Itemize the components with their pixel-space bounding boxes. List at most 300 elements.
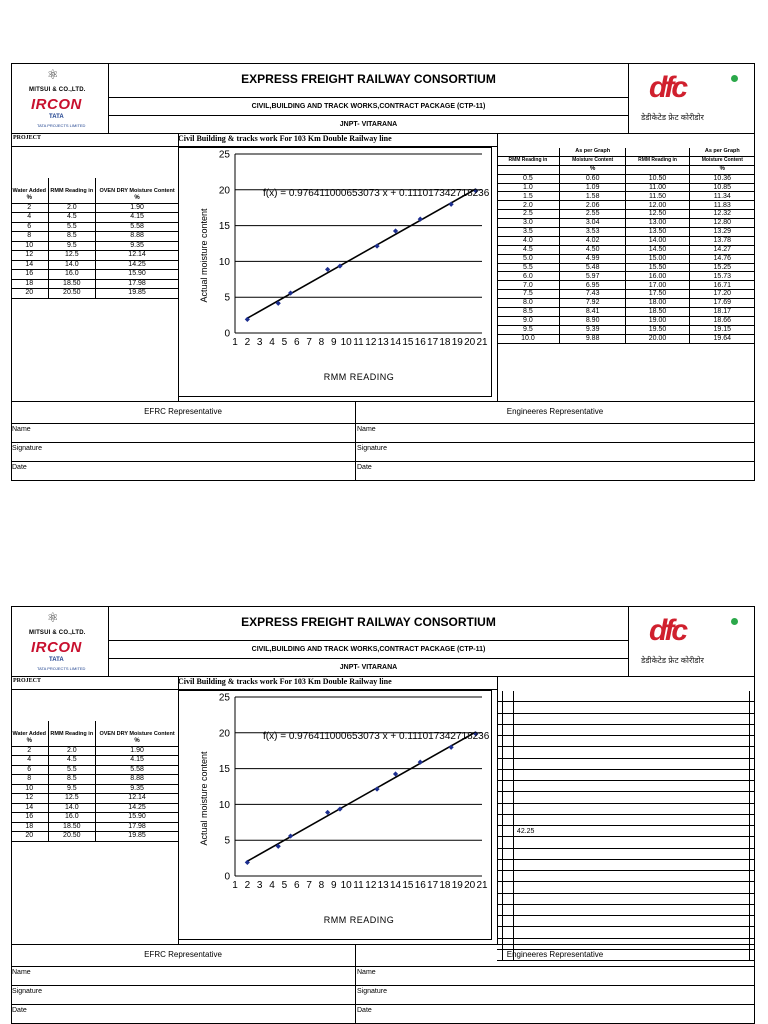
chart-svg bbox=[179, 148, 491, 396]
divider bbox=[11, 944, 755, 945]
table-cell: 12.32 bbox=[689, 210, 755, 219]
table-cell: 5.58 bbox=[96, 765, 178, 775]
unit-cell bbox=[497, 165, 559, 174]
table-cell bbox=[513, 904, 749, 915]
table-cell: 12.80 bbox=[689, 219, 755, 228]
table-row bbox=[497, 334, 755, 343]
table-cell: 16.71 bbox=[689, 281, 755, 290]
column-header: As per Graph bbox=[559, 148, 626, 156]
table-row bbox=[497, 837, 755, 848]
divider bbox=[11, 401, 755, 402]
table-cell bbox=[749, 848, 755, 859]
table-cell bbox=[513, 882, 749, 893]
name-field-label: Name bbox=[12, 426, 31, 433]
units-row bbox=[11, 194, 178, 203]
table-cell: 11.34 bbox=[689, 192, 755, 201]
efrc-representative-header: EFRC Representative bbox=[144, 950, 222, 959]
x-tick-label: 14 bbox=[389, 880, 402, 891]
table-cell: 8.88 bbox=[96, 775, 178, 785]
x-tick-label: 10 bbox=[340, 337, 352, 348]
table-cell: 15.25 bbox=[689, 263, 755, 272]
dfc-hindi-text: डेडीकेटेड फ्रेट कोरीडोर bbox=[641, 113, 704, 122]
table-cell: 18.17 bbox=[689, 308, 755, 317]
partner-logos bbox=[11, 606, 109, 676]
table-cell: 14 bbox=[11, 260, 48, 270]
table-cell bbox=[502, 792, 513, 803]
name-field-label: Name bbox=[357, 426, 376, 433]
tata-logo-sub: TATA PROJECTS LIMITED bbox=[37, 666, 86, 671]
x-tick-label: 8 bbox=[318, 880, 325, 891]
table-cell: 14.50 bbox=[626, 245, 689, 254]
table-cell bbox=[502, 724, 513, 735]
table-row bbox=[497, 769, 755, 780]
table-row bbox=[11, 203, 178, 213]
table-cell: 10.50 bbox=[626, 174, 689, 183]
table-cell: 10.85 bbox=[689, 183, 755, 192]
trendline-equation: f(x) = 0.976411000653073 x + 0.111017342718236 bbox=[263, 731, 490, 742]
project-description: Civil Building & tracks work For 103 Km Double Railway line bbox=[178, 134, 392, 143]
mitsui-logo: MITSUI & CO.,LTD. bbox=[29, 87, 86, 93]
column-header bbox=[626, 148, 689, 156]
unit-cell bbox=[626, 165, 689, 174]
table-cell: 8.0 bbox=[497, 299, 559, 308]
table-cell bbox=[749, 713, 755, 724]
divider bbox=[11, 423, 755, 424]
table-cell: 4.5 bbox=[48, 756, 96, 766]
signature-block bbox=[11, 944, 755, 1024]
engineers-representative-header: Engineeres Representative bbox=[506, 407, 604, 416]
table-cell: 18.66 bbox=[689, 316, 755, 325]
units-row bbox=[497, 165, 755, 174]
table-cell bbox=[513, 803, 749, 814]
table-row bbox=[11, 832, 178, 842]
mitsui-emblem-icon: ⚛ bbox=[47, 610, 59, 625]
y-tick-label: 0 bbox=[224, 871, 230, 883]
x-tick-label: 12 bbox=[365, 337, 377, 348]
table-cell: 8.5 bbox=[497, 308, 559, 317]
consortium-title: EXPRESS FREIGHT RAILWAY CONSORTIUM bbox=[109, 606, 628, 641]
x-tick-label: 21 bbox=[476, 337, 488, 348]
table-cell bbox=[749, 893, 755, 904]
x-tick-label: 8 bbox=[318, 337, 325, 348]
x-tick-label: 15 bbox=[402, 337, 414, 348]
table-cell bbox=[749, 814, 755, 825]
column-header: As per Graph bbox=[689, 148, 755, 156]
table-row bbox=[11, 270, 178, 280]
table-cell: 13.50 bbox=[626, 228, 689, 237]
x-tick-label: 11 bbox=[353, 880, 364, 891]
unit-cell bbox=[48, 194, 96, 203]
table-cell: 14.25 bbox=[96, 803, 178, 813]
table-cell bbox=[513, 837, 749, 848]
table-row bbox=[11, 784, 178, 794]
location: JNPT- VITARANA bbox=[339, 664, 398, 671]
divider bbox=[11, 461, 755, 462]
table-cell: 18 bbox=[11, 279, 48, 289]
x-tick-label: 13 bbox=[377, 337, 389, 348]
table-cell: 9.88 bbox=[559, 334, 626, 343]
signature-field-label: Signature bbox=[12, 988, 42, 995]
table-row bbox=[497, 859, 755, 870]
table-cell bbox=[749, 736, 755, 747]
table-cell: 5.5 bbox=[48, 222, 96, 232]
mitsui-emblem-icon: ⚛ bbox=[47, 67, 59, 82]
table-cell: 12.14 bbox=[96, 251, 178, 261]
table-cell: 10.0 bbox=[497, 334, 559, 343]
table-row bbox=[497, 724, 755, 735]
table-cell bbox=[513, 781, 749, 792]
x-tick-label: 3 bbox=[256, 337, 263, 348]
x-axis-label: RMM READING bbox=[323, 915, 395, 925]
table-cell: 17.69 bbox=[689, 299, 755, 308]
dfc-dot-icon bbox=[731, 618, 738, 625]
x-tick-label: 18 bbox=[439, 880, 451, 891]
table-cell: 2.5 bbox=[497, 210, 559, 219]
table-cell: 7.43 bbox=[559, 290, 626, 299]
title-block bbox=[109, 606, 628, 676]
table-cell bbox=[513, 713, 749, 724]
signature-block bbox=[11, 401, 755, 481]
x-tick-label: 18 bbox=[439, 337, 451, 348]
divider bbox=[11, 442, 755, 443]
table-cell bbox=[502, 713, 513, 724]
table-row bbox=[497, 736, 755, 747]
table-cell: 2.0 bbox=[48, 203, 96, 213]
table-row bbox=[11, 756, 178, 766]
unit-cell bbox=[48, 737, 96, 746]
project-description: Civil Building & tracks work For 103 Km Double Railway line bbox=[178, 677, 392, 686]
table-row bbox=[11, 213, 178, 223]
table-cell bbox=[749, 859, 755, 870]
table-cell: 9.35 bbox=[96, 241, 178, 251]
table-row bbox=[497, 254, 755, 263]
table-cell bbox=[513, 724, 749, 735]
table-row bbox=[497, 263, 755, 272]
column-header: RMM Reading in bbox=[48, 721, 96, 737]
table-cell: 15.90 bbox=[96, 270, 178, 280]
x-tick-label: 20 bbox=[464, 337, 476, 348]
table-cell: 15.50 bbox=[626, 263, 689, 272]
table-cell bbox=[749, 691, 755, 702]
calibration-chart bbox=[178, 690, 492, 940]
x-tick-label: 2 bbox=[244, 337, 251, 348]
x-tick-label: 16 bbox=[414, 880, 426, 891]
table-cell bbox=[502, 814, 513, 825]
table-row bbox=[497, 192, 755, 201]
project-label: PROJECT bbox=[13, 678, 42, 684]
table-cell bbox=[502, 691, 513, 702]
table-cell: 12.50 bbox=[626, 210, 689, 219]
table-row bbox=[497, 882, 755, 893]
table-cell: 2.0 bbox=[497, 201, 559, 210]
table-row bbox=[11, 251, 178, 261]
title-block bbox=[109, 63, 628, 133]
table-cell: 17.98 bbox=[96, 279, 178, 289]
unit-cell: % bbox=[11, 737, 48, 746]
table-cell bbox=[513, 769, 749, 780]
table-cell: 17.00 bbox=[626, 281, 689, 290]
table-cell: 6.0 bbox=[497, 272, 559, 281]
table-row bbox=[11, 222, 178, 232]
table-cell bbox=[749, 724, 755, 735]
table-row bbox=[497, 210, 755, 219]
y-tick-label: 15 bbox=[218, 764, 230, 776]
dfc-hindi-text: डेडीकेटेड फ्रेट कोरीडोर bbox=[641, 656, 704, 665]
table-cell: 19.64 bbox=[689, 334, 755, 343]
chart-svg bbox=[179, 691, 491, 939]
table-cell: 19.15 bbox=[689, 325, 755, 334]
table-cell: 9.35 bbox=[96, 784, 178, 794]
table-cell: 14.0 bbox=[48, 803, 96, 813]
x-tick-label: 2 bbox=[244, 880, 251, 891]
x-tick-label: 5 bbox=[281, 880, 288, 891]
table-row bbox=[11, 279, 178, 289]
table-cell: 13.29 bbox=[689, 228, 755, 237]
dfc-logo bbox=[628, 606, 755, 676]
table-cell: 14.27 bbox=[689, 245, 755, 254]
table-cell: 14 bbox=[11, 803, 48, 813]
table-row bbox=[11, 775, 178, 785]
x-tick-label: 1 bbox=[232, 337, 238, 348]
table-row bbox=[497, 201, 755, 210]
table-cell: 8.5 bbox=[48, 232, 96, 242]
table-cell: 0.5 bbox=[497, 174, 559, 183]
table-cell bbox=[502, 769, 513, 780]
table-cell: 14.25 bbox=[96, 260, 178, 270]
table-row bbox=[497, 316, 755, 325]
x-tick-label: 20 bbox=[464, 880, 476, 891]
table-row bbox=[497, 781, 755, 792]
y-tick-label: 20 bbox=[218, 728, 230, 740]
table-row bbox=[497, 803, 755, 814]
table-cell: 2.0 bbox=[48, 746, 96, 756]
blank-graph-table bbox=[497, 691, 755, 961]
column-header: RMM Reading in bbox=[497, 156, 559, 165]
table-cell: 15.73 bbox=[689, 272, 755, 281]
table-cell: 14.0 bbox=[48, 260, 96, 270]
table-cell bbox=[749, 702, 755, 713]
table-cell: 5.97 bbox=[559, 272, 626, 281]
table-cell: 2.06 bbox=[559, 201, 626, 210]
signature-field-label: Signature bbox=[357, 988, 387, 995]
table-cell: 8.41 bbox=[559, 308, 626, 317]
table-cell bbox=[749, 781, 755, 792]
table-cell: 4.5 bbox=[497, 245, 559, 254]
table-cell: 11.50 bbox=[626, 192, 689, 201]
table-cell bbox=[513, 893, 749, 904]
table-cell: 4.50 bbox=[559, 245, 626, 254]
table-row bbox=[11, 232, 178, 242]
table-cell: 4.02 bbox=[559, 236, 626, 245]
table-row bbox=[497, 758, 755, 769]
dfc-dot-icon bbox=[731, 75, 738, 82]
trendline bbox=[247, 189, 475, 318]
table-row bbox=[11, 241, 178, 251]
y-tick-label: 10 bbox=[218, 799, 230, 811]
graph-table bbox=[497, 148, 755, 344]
table-cell: 5.58 bbox=[96, 222, 178, 232]
x-tick-label: 7 bbox=[306, 337, 312, 348]
table-cell: 4 bbox=[11, 213, 48, 223]
x-tick-label: 17 bbox=[427, 880, 439, 891]
table-cell: 1.5 bbox=[497, 192, 559, 201]
y-axis-label: Actual moisture content bbox=[199, 751, 209, 846]
table-cell: 14.76 bbox=[689, 254, 755, 263]
table-cell bbox=[749, 826, 755, 837]
table-row bbox=[497, 281, 755, 290]
column-header: OVEN DRY Moisture Content bbox=[99, 188, 175, 194]
table-cell bbox=[513, 927, 749, 938]
table-cell: 18.50 bbox=[48, 279, 96, 289]
table-cell bbox=[749, 916, 755, 927]
table-cell: 6.95 bbox=[559, 281, 626, 290]
location: JNPT- VITARANA bbox=[339, 121, 398, 128]
table-row bbox=[497, 325, 755, 334]
project-label: PROJECT bbox=[13, 135, 42, 141]
x-tick-label: 6 bbox=[293, 337, 300, 348]
table-cell: 3.04 bbox=[559, 219, 626, 228]
table-row bbox=[497, 183, 755, 192]
x-tick-label: 14 bbox=[389, 337, 402, 348]
table-cell bbox=[749, 904, 755, 915]
table-cell: 16.00 bbox=[626, 272, 689, 281]
column-header: OVEN DRY Moisture Content bbox=[99, 731, 175, 737]
tata-logo-sub: TATA PROJECTS LIMITED bbox=[37, 123, 86, 128]
calibration-table bbox=[11, 178, 178, 299]
table-cell bbox=[749, 927, 755, 938]
table-cell bbox=[513, 691, 749, 702]
table-row bbox=[497, 299, 755, 308]
table-cell: 12.5 bbox=[48, 251, 96, 261]
dfc-logo bbox=[628, 63, 755, 133]
table-cell: 19.50 bbox=[626, 325, 689, 334]
table-cell: 16.0 bbox=[48, 270, 96, 280]
signature-field-label: Signature bbox=[357, 445, 387, 452]
table-cell bbox=[502, 837, 513, 848]
table-cell bbox=[749, 792, 755, 803]
ircon-logo: IRCON bbox=[31, 96, 82, 113]
date-field-label: Date bbox=[12, 464, 27, 471]
table-cell: 17.50 bbox=[626, 290, 689, 299]
table-cell bbox=[502, 882, 513, 893]
table-cell: 8 bbox=[11, 775, 48, 785]
table-row bbox=[11, 765, 178, 775]
table-cell bbox=[502, 871, 513, 882]
x-tick-label: 9 bbox=[331, 880, 337, 891]
table-cell: 13.00 bbox=[626, 219, 689, 228]
x-tick-label: 3 bbox=[256, 880, 263, 891]
partner-logos bbox=[11, 63, 109, 133]
table-cell bbox=[513, 736, 749, 747]
x-tick-label: 7 bbox=[306, 880, 312, 891]
table-cell: 4.99 bbox=[559, 254, 626, 263]
dfc-mark-icon: dfc bbox=[649, 614, 685, 647]
table-header-row bbox=[497, 156, 755, 165]
table-cell bbox=[513, 702, 749, 713]
divider bbox=[11, 966, 755, 967]
x-tick-label: 4 bbox=[269, 337, 275, 348]
x-tick-label: 10 bbox=[340, 880, 352, 891]
signature-field-label: Signature bbox=[12, 445, 42, 452]
table-cell: 3.0 bbox=[497, 219, 559, 228]
unit-cell: % bbox=[96, 737, 178, 746]
table-cell: 7.0 bbox=[497, 281, 559, 290]
name-field-label: Name bbox=[357, 969, 376, 976]
column-header: Moisture Content bbox=[689, 156, 755, 165]
table-cell bbox=[749, 803, 755, 814]
table-row bbox=[497, 219, 755, 228]
table-cell bbox=[502, 893, 513, 904]
table-cell bbox=[502, 747, 513, 758]
table-cell: 4.0 bbox=[497, 236, 559, 245]
table-cell bbox=[502, 859, 513, 870]
table-cell: 11.00 bbox=[626, 183, 689, 192]
table-cell bbox=[502, 927, 513, 938]
table-cell: 5.0 bbox=[497, 254, 559, 263]
table-cell: 2.55 bbox=[559, 210, 626, 219]
table-cell: 12.5 bbox=[48, 794, 96, 804]
table-cell: 7.92 bbox=[559, 299, 626, 308]
x-tick-label: 13 bbox=[377, 880, 389, 891]
table-cell: 1.58 bbox=[559, 192, 626, 201]
table-cell: 0.60 bbox=[559, 174, 626, 183]
table-cell: 13.78 bbox=[689, 236, 755, 245]
stray-value: 42.25 bbox=[513, 826, 749, 837]
table-cell: 20.00 bbox=[626, 334, 689, 343]
table-row bbox=[497, 848, 755, 859]
x-tick-label: 16 bbox=[414, 337, 426, 348]
y-tick-label: 15 bbox=[218, 221, 230, 233]
table-cell: 6 bbox=[11, 765, 48, 775]
table-row bbox=[11, 289, 178, 299]
table-row bbox=[497, 245, 755, 254]
mitsui-logo: MITSUI & CO.,LTD. bbox=[29, 630, 86, 636]
calibration-table bbox=[11, 721, 178, 842]
table-row bbox=[11, 746, 178, 756]
column-header: RMM Reading in bbox=[48, 178, 96, 194]
y-tick-label: 10 bbox=[218, 256, 230, 268]
table-cell: 9.5 bbox=[48, 784, 96, 794]
x-tick-label: 15 bbox=[402, 880, 414, 891]
y-tick-label: 25 bbox=[218, 692, 230, 704]
contract-package: CIVIL,BUILDING AND TRACK WORKS,CONTRACT PACKAGE (CTP-11) bbox=[109, 98, 628, 116]
table-cell: 16.0 bbox=[48, 813, 96, 823]
table-cell bbox=[502, 904, 513, 915]
table-cell: 1.90 bbox=[96, 203, 178, 213]
table-row bbox=[497, 826, 755, 837]
trendline bbox=[247, 732, 475, 861]
tata-logo: TATA bbox=[49, 114, 64, 120]
table-cell: 10 bbox=[11, 784, 48, 794]
table-row bbox=[497, 272, 755, 281]
table-cell: 18 bbox=[11, 822, 48, 832]
table-cell: 1.0 bbox=[497, 183, 559, 192]
divider bbox=[11, 1004, 755, 1005]
calibration-chart bbox=[178, 147, 492, 397]
table-cell: 4.15 bbox=[96, 213, 178, 223]
y-tick-label: 20 bbox=[218, 185, 230, 197]
engineers-representative-header: Engineeres Representative bbox=[506, 950, 604, 959]
table-cell: 8.88 bbox=[96, 232, 178, 242]
column-header bbox=[497, 148, 559, 156]
table-row bbox=[497, 713, 755, 724]
unit-cell: % bbox=[559, 165, 626, 174]
x-tick-label: 9 bbox=[331, 337, 337, 348]
table-cell: 3.53 bbox=[559, 228, 626, 237]
table-cell: 9.5 bbox=[48, 241, 96, 251]
table-cell: 9.39 bbox=[559, 325, 626, 334]
table-cell: 5.5 bbox=[497, 263, 559, 272]
